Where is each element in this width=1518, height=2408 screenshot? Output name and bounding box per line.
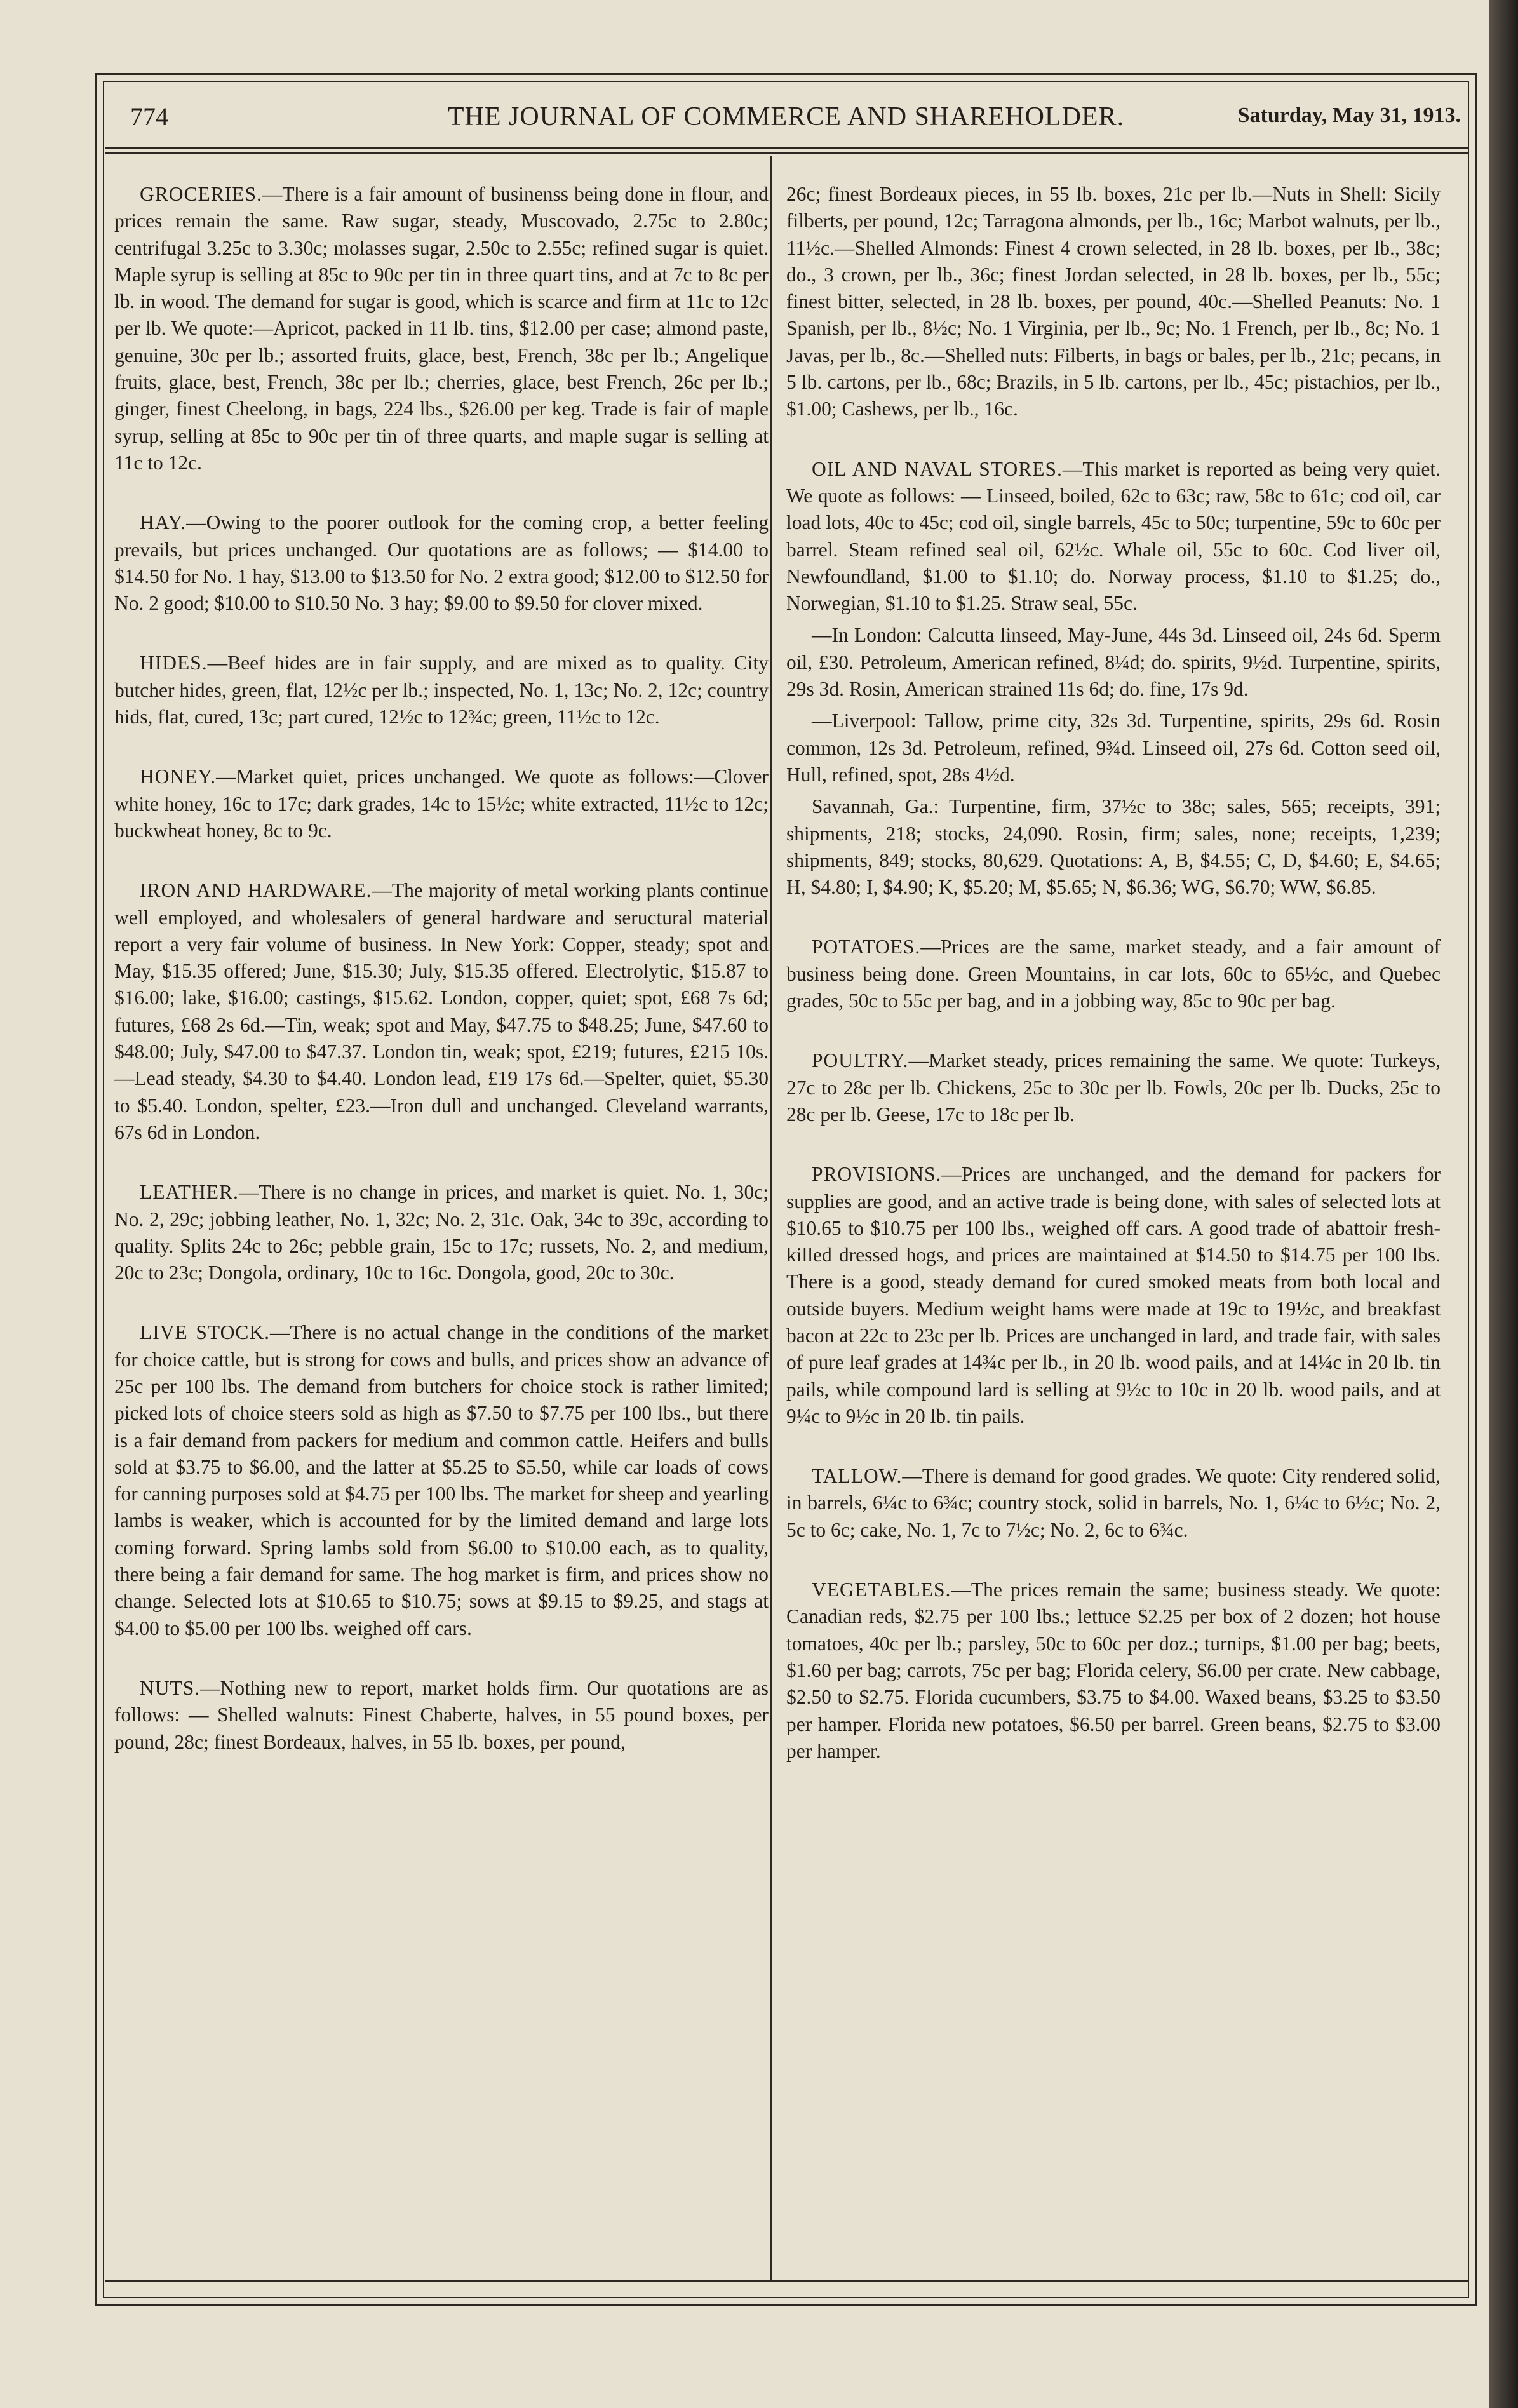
section-heading: HIDES. bbox=[140, 652, 208, 675]
market-report-oil-liverpool bbox=[786, 708, 1441, 788]
market-report-vegetables bbox=[786, 1577, 1441, 1765]
section-text: —There is no change in prices, and market is quiet. No. 1, 30c; No. 2, 29c; jobbing leather, No. 1, 32c; No. 2, 31c. Oak, 34c to 39c, according to quality. Splits 24c to 26c; pebble grain, 15c to 17c; russets, No. 2, and medium, 20c to 23c; Dongola, ordinary, 10c to 16c. Dongola, good, 20c to 30c. bbox=[114, 1181, 769, 1284]
page-edge-shadow bbox=[1489, 0, 1518, 2408]
section-text: Savannah, Ga.: Turpentine, firm, 37½c to 38c; sales, 565; receipts, 391; shipments, 218; stocks, 24,090. Rosin, firm; sales, none; receipts, 1,239; shipments, 849; stocks, 80,629. Quotations: A, B, $4.55; C, D, $4.60; E, $4.65; H, $4.80; I, $4.90; K, $5.20; M, $5.65; N, $6.36; WG, $6.70; WW, $6.85. bbox=[786, 795, 1441, 899]
section-text: —Beef hides are in fair supply, and are mixed as to quality. City butcher hides, green, flat, 12½c per lb.; inspected, No. 1, 13c; No. 2, 12c; country hids, flat, cured, 13c; part cured, 12½c to 12¾c; green, 11½c to 12c. bbox=[114, 652, 769, 729]
market-report-poultry bbox=[786, 1047, 1441, 1128]
page-number: 774 bbox=[130, 102, 168, 131]
section-text: —There is a fair amount of businenss being done in flour, and prices remain the same. Raw sugar, steady, Muscovado, 2.75c to 2.80c; centrifugal 3.25c to 3.30c; molasses sugar, 2.50c to 2.55c; refined sugar is quiet. Maple syrup is selling at 85c to 90c per tin in three quart tins, and at 7c to 8c per lb. in wood. The demand for sugar is good, which is scarce and firm at 11c to 12c per lb. We quote:—Apricot, packed in 11 lb. tins, $12.00 per case; almond paste, genuine, 30c per lb.; assorted fruits, glace, best, French, 38c per lb.; Angelique fruits, glace, best, French, 38c per lb.; cherries, glace, best French, 26c per lb.; ginger, finest Cheelong, in bags, 224 lbs., $26.00 per keg. Trade is fair of maple syrup, selling at 85c to 90c per tin of three quarts, and maple sugar is selling at 11c to 12c. bbox=[114, 183, 769, 474]
column-divider bbox=[770, 156, 772, 2280]
market-report-honey bbox=[114, 763, 769, 844]
market-report-iron-hardware bbox=[114, 877, 769, 1146]
section-heading: HONEY. bbox=[140, 765, 217, 788]
market-report-potatoes bbox=[786, 934, 1441, 1014]
section-text: —Market quiet, prices unchanged. We quote as follows:—Clover white honey, 16c to 17c; dark grades, 14c to 15½c; white extracted, 11½c to 12c; buckwheat honey, 8c to 9c. bbox=[114, 765, 769, 842]
section-heading: LEATHER. bbox=[140, 1181, 239, 1204]
section-text: —Owing to the poorer outlook for the coming crop, a better feeling prevails, but prices unchanged. Our quotations are as follows; — $14.00 to $14.50 for No. 1 hay, $13.00 to $13.50 for No. 2 extra good; $12.00 to $12.50 for No. 2 good; $10.00 to $10.50 No. 3 hay; $9.00 to $9.50 for clover mixed. bbox=[114, 511, 769, 615]
market-report-live-stock bbox=[114, 1319, 769, 1642]
section-heading: GROCERIES. bbox=[140, 183, 262, 205]
section-text: —Market steady, prices remaining the same. We quote: Turkeys, 27c to 28c per lb. Chickens, 25c to 30c per lb. Fowls, 20c per lb. Ducks, 25c to 28c per lb. Geese, 17c to 18c per lb. bbox=[786, 1049, 1441, 1126]
section-text: —Nothing new to report, market holds firm. Our quotations are as follows: — Shelled walnuts: Finest Chaberte, halves, in 55 pound boxes, per pound, 28c; finest Bordeaux, halves, in 55 lb. boxes, per pound, bbox=[114, 1676, 769, 1753]
header-rule bbox=[105, 147, 1468, 149]
section-text: —In London: Calcutta linseed, May-June, 44s 3d. Linseed oil, 24s 6d. Sperm oil, £30. Petroleum, American refined, 8¼d; do. spirits, 9½d. Turpentine, spirits, 29s 3d. Rosin, American strained 11s 6d; do. fine, 17s 9d. bbox=[786, 624, 1441, 701]
section-heading: VEGETABLES. bbox=[812, 1578, 951, 1601]
right-column bbox=[786, 181, 1441, 1798]
page-header bbox=[111, 92, 1461, 149]
market-report-hides bbox=[114, 650, 769, 730]
section-heading: PROVISIONS. bbox=[812, 1163, 942, 1186]
issue-date: Saturday, May 31, 1913. bbox=[1237, 104, 1461, 127]
market-report-oil-london bbox=[786, 622, 1441, 703]
section-heading: IRON AND HARDWARE. bbox=[140, 879, 372, 902]
market-report-oil-naval-stores bbox=[786, 456, 1441, 617]
section-text: 26c; finest Bordeaux pieces, in 55 lb. boxes, 21c per lb.—Nuts in Shell: Sicily filberts, per pound, 12c; Tarragona almonds, per lb., 16c; Marbot walnuts, per lb., 11½c.—Shelled Almonds: Finest 4 crown selected, in 28 lb. boxes, per lb., 38c; do., 3 crown, per lb., 36c; finest Jordan selected, in 28 lb. boxes, per lb., 55c; finest bitter, selected, in 28 lb. boxes, per pound, 40c.—Shelled Peanuts: No. 1 Spanish, per lb., 8½c; No. 1 Virginia, per lb., 9c; No. 1 French, per lb., 8c; No. 1 Javas, per lb., 8c.—Shelled nuts: Filberts, in bags or bales, per lb., 21c; pecans, in 5 lb. cartons, per lb., 68c; Brazils, in 5 lb. cartons, per lb., 45c; pistachios, per lb., $1.00; Cashews, per lb., 16c. bbox=[786, 183, 1441, 420]
section-text: —The majority of metal working plants continue well employed, and wholesalers of general hardware and seructural material report a very fair volume of business. In New York: Copper, steady; spot and May, $15.35 offered; June, $15.30; July, $15.35 offered. Electrolytic, $15.87 to $16.00; lake, $16.00; castings, $15.62. London, copper, quiet; spot, £68 7s 6d; futures, £68 2s 6d.—Tin, weak; spot and May, $47.75 to $48.25; June, $47.60 to $48.00; July, $47.00 to $47.37. London tin, weak; spot, £219; futures, £215 10s.—Lead steady, $4.30 to $4.40. London lead, £19 17s 6d.—Spelter, quiet, $5.30 to $5.40. London, spelter, £23.—Iron dull and unchanged. Cleveland warrants, 67s 6d in London. bbox=[114, 879, 769, 1143]
section-text: —There is demand for good grades. We quote: City rendered solid, in barrels, 6¼c to 6¾c; country stock, solid in barrels, No. 1, 6¼c to 6½c; No. 2, 5c to 6c; cake, No. 1, 7c to 7½c; No. 2, 6c to 6¾c. bbox=[786, 1465, 1441, 1541]
section-heading: OIL AND NAVAL STORES. bbox=[812, 457, 1063, 480]
section-heading: POTATOES. bbox=[812, 936, 921, 958]
section-heading: TALLOW. bbox=[812, 1465, 903, 1488]
section-text: —Prices are the same, market steady, and a fair amount of business being done. Green Mountains, in car lots, 60c to 65½c, and Quebec grades, 50c to 55c per bag, and in a jobbing way, 85c to 90c per bag. bbox=[786, 936, 1441, 1012]
section-text: —Liverpool: Tallow, prime city, 32s 3d. Turpentine, spirits, 29s 6d. Rosin common, 12s 3d. Petroleum, refined, 9¾d. Linseed oil, 27s 6d. Cotton seed oil, Hull, refined, spot, 28s 4½d. bbox=[786, 710, 1441, 786]
market-report-oil-savannah bbox=[786, 793, 1441, 901]
market-report-nuts bbox=[114, 1675, 769, 1756]
journal-title: THE JOURNAL OF COMMERCE AND SHAREHOLDER. bbox=[447, 102, 1125, 131]
market-report-leather bbox=[114, 1179, 769, 1286]
market-report-groceries bbox=[114, 181, 769, 476]
market-report-hay bbox=[114, 509, 769, 617]
section-text: —The prices remain the same; business steady. We quote: Canadian reds, $2.75 per 100 lbs.; lettuce $2.25 per box of 2 dozen; hot house tomatoes, 40c per lb.; parsley, 50c to 60c per doz.; turnips, $1.00 per bag; beets, $1.60 per bag; carrots, 75c per bag; Florida celery, $6.00 per crate. New cabbage, $2.50 to $2.75. Florida cucumbers, $3.75 to $4.00. Waxed beans, $3.25 to $3.50 per hamper. Florida new potatoes, $6.50 per barrel. Green beans, $2.75 to $3.00 per hamper. bbox=[786, 1578, 1441, 1762]
section-text: —Prices are unchanged, and the demand for packers for supplies are good, and an active trade is being done, with sales of selected lots at $10.65 to $10.75 per 100 lbs., weighed off cars. A good trade of abattoir fresh-killed dressed hogs, and prices are maintained at $14.50 to $14.75 per 100 lbs. There is a good, steady demand for cured smoked meats from both local and outside buyers. Medium weight hams were made at 19c to 19½c, and breakfast bacon at 22c to 23c per lb. Prices are unchanged in lard, and trade fair, with sales of pure leaf grades at 14¾c per lb., in 20 lb. wood pails, and at 14¼c in 20 lb. tin pails, while compound lard is selling at 9½c to 10c in 20 lb. wood pails, and at 9¼c to 9½c in 20 lb. tin pails. bbox=[786, 1163, 1441, 1427]
section-heading: LIVE STOCK. bbox=[140, 1321, 270, 1344]
left-column bbox=[114, 181, 769, 1789]
section-text: —There is no actual change in the conditions of the market for choice cattle, but is strong for cows and bulls, and prices show an advance of 25c per 100 lbs. The demand from butchers for choice stock is rather limited; picked lots of choice steers sold as high as $7.50 to $7.75 per 100 lbs., but there is a fair demand from packers for medium and common cattle. Heifers and bulls sold at $3.75 to $6.00, and the latter at $5.25 to $5.50, while car loads of cows for canning purposes sold at $4.75 per 100 lbs. The market for sheep and yearling lambs is weaker, which is accounted for by the limited demand and large lots coming forward. Spring lambs sold from $6.00 to $10.00 each, as to quality, there being a fair demand for same. The hog market is firm, and prices show no change. Selected lots at $10.65 to $10.75; sows at $9.15 to $9.25, and stags at $4.00 to $5.00 per 100 lbs. weighed off cars. bbox=[114, 1321, 769, 1639]
section-heading: HAY. bbox=[140, 511, 187, 534]
section-heading: POULTRY. bbox=[812, 1049, 909, 1072]
header-rule bbox=[105, 152, 1468, 154]
section-text: —This market is reported as being very quiet. We quote as follows: — Linseed, boiled, 62c to 63c; raw, 58c to 61c; cod oil, car load lots, 40c to 45c; cod oil, single barrels, 45c to 50c; turpentine, 59c to 60c per barrel. Steam refined seal oil, 62½c. Whale oil, 55c to 60c. Cod liver oil, Newfoundland, $1.00 to $1.10; do. Norway process, $1.10 to $1.25; do., Norwegian, $1.10 to $1.25. Straw seal, 55c. bbox=[786, 457, 1441, 615]
market-report-tallow bbox=[786, 1463, 1441, 1544]
footer-rule bbox=[105, 2280, 1468, 2282]
section-heading: NUTS. bbox=[140, 1676, 201, 1699]
market-report-provisions bbox=[786, 1161, 1441, 1430]
market-report-nuts-continued bbox=[786, 181, 1441, 423]
